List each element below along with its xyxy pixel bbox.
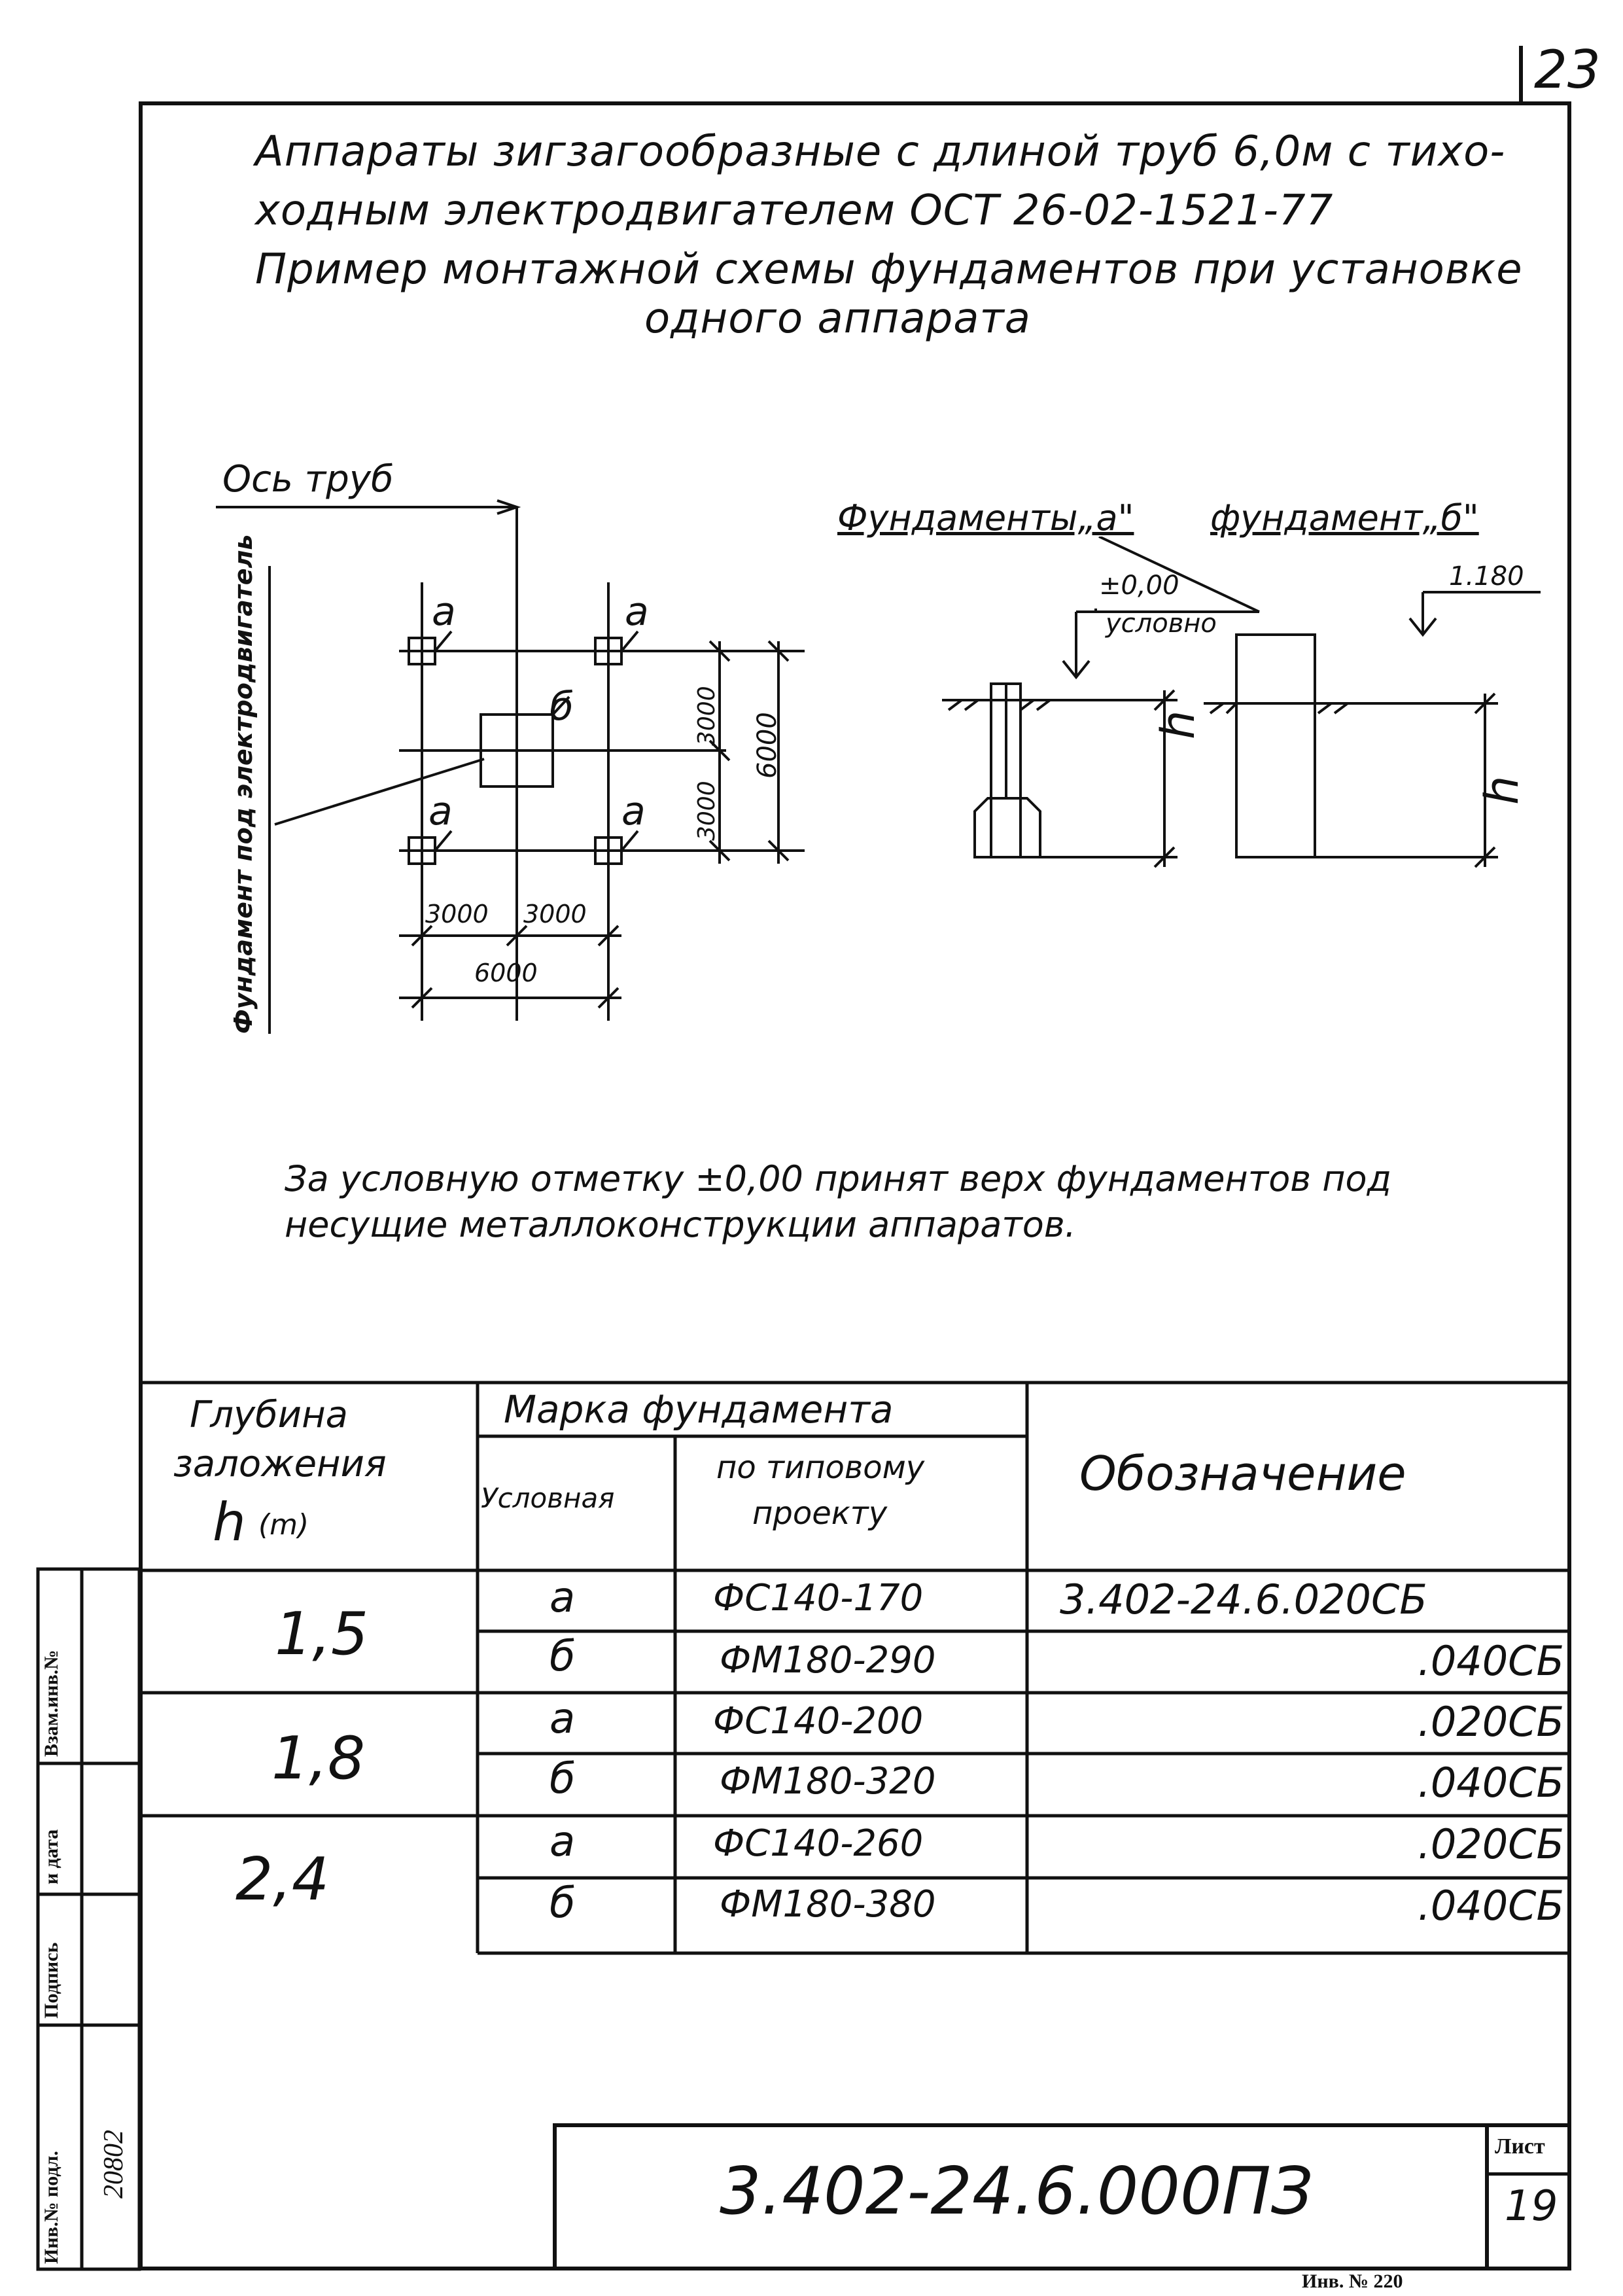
- mark-a-bottom-left: а: [428, 788, 453, 834]
- stamp-sheet-divider: [1485, 2123, 1489, 2270]
- section-a-label: Фундаменты„а": [837, 497, 1134, 539]
- side-inv-replace: Взам.инв.№: [41, 1650, 62, 1757]
- foundation-sections-drawing: [935, 537, 1563, 877]
- side-date: и дата: [41, 1829, 62, 1884]
- header-depth-unit: (m): [258, 1508, 309, 1542]
- stamp-sheet-label: Лист: [1495, 2134, 1545, 2159]
- dim-3000-h-right: 3000: [523, 900, 587, 928]
- depth-value-2: 1,8: [271, 1724, 366, 1793]
- dim-3000-h-left: 3000: [425, 900, 489, 928]
- note-line-2: несущие металлоконструкции аппаратов.: [285, 1204, 1076, 1245]
- header-typical-2: проекту: [752, 1495, 888, 1532]
- pipe-axis-label: Ось труб: [222, 458, 394, 501]
- mark-cell-1a: а: [550, 1574, 576, 1622]
- mark-cell-1b: б: [550, 1633, 576, 1681]
- title-line-4: одного аппарата: [644, 294, 1031, 343]
- side-inv-orig: Инв.№ подл.: [41, 2151, 62, 2264]
- stamp-sheet-number: 19: [1505, 2182, 1558, 2231]
- foundation-plan-drawing: [196, 445, 818, 1047]
- typ-cell-3b: ФМ180-380: [720, 1883, 936, 1926]
- dim-3000-v-top: 3000: [693, 686, 720, 746]
- mark-cell-2b: б: [550, 1755, 576, 1803]
- mark-b-plan: б: [550, 684, 574, 730]
- typ-cell-2b: ФМ180-320: [720, 1760, 936, 1803]
- mark-cell-3a: а: [550, 1818, 576, 1866]
- elevation-b: 1.180: [1449, 561, 1524, 592]
- title-line-2: ходным электродвигателем ОСТ 26-02-1521-77: [255, 186, 1334, 235]
- depth-h-b: h: [1475, 775, 1529, 805]
- desig-cell-2a: .020СБ: [1418, 1698, 1564, 1746]
- mark-a-top-left: а: [432, 589, 456, 635]
- depth-value-3: 2,4: [236, 1845, 330, 1914]
- note-line-1: За условную отметку ±0,00 принят верх фундаментов под: [285, 1158, 1391, 1199]
- header-depth-1: Глубина: [190, 1394, 348, 1436]
- mark-a-bottom-right: а: [621, 788, 646, 834]
- desig-cell-3b: .040СБ: [1418, 1882, 1564, 1930]
- depth-h-a: h: [1151, 710, 1205, 739]
- desig-cell-1b: .040СБ: [1418, 1637, 1564, 1685]
- stamp-doc-code: 3.402-24.6.000ПЗ: [720, 2153, 1313, 2229]
- dim-6000-v: 6000: [752, 712, 782, 779]
- elevation-zero: ±0,00: [1099, 571, 1179, 601]
- section-b-label: фундамент„б": [1210, 497, 1479, 539]
- stamp-sheet-hline: [1485, 2172, 1571, 2176]
- mark-cell-2a: а: [550, 1695, 576, 1743]
- title-line-1: Аппараты зигзагообразные с длиной труб 6,0м с тихо-: [255, 128, 1506, 176]
- typ-cell-1b: ФМ180-290: [720, 1639, 936, 1682]
- side-inv-value: 20802: [99, 2130, 129, 2199]
- typ-cell-3a: ФС140-260: [713, 1822, 924, 1865]
- header-mark: Марка фундамента: [504, 1387, 894, 1432]
- desig-cell-1a: 3.402-24.6.020СБ: [1060, 1576, 1427, 1623]
- header-designation: Обозначение: [1079, 1446, 1406, 1501]
- header-conditional: Условная: [481, 1482, 615, 1514]
- elevation-conditional: условно: [1106, 609, 1217, 639]
- mark-a-top-right: а: [625, 589, 649, 635]
- typ-cell-1a: ФС140-170: [713, 1577, 924, 1619]
- mark-cell-3b: б: [550, 1879, 576, 1928]
- dim-3000-v-bottom: 3000: [693, 781, 720, 841]
- header-typical-1: по типовому: [716, 1449, 925, 1486]
- title-line-3: Пример монтажной схемы фундаментов при установке: [255, 245, 1523, 294]
- dim-6000-h: 6000: [474, 959, 538, 987]
- page-number: 23: [1534, 39, 1601, 100]
- depth-value-1: 1,5: [275, 1600, 369, 1669]
- footer-inventory: Инв. № 220: [1302, 2270, 1403, 2292]
- motor-foundation-label: Фундамент под электродвигатель: [229, 534, 258, 1034]
- header-depth-h: h: [213, 1492, 246, 1553]
- side-sign: Подпись: [41, 1942, 62, 2019]
- desig-cell-2b: .040СБ: [1418, 1759, 1564, 1807]
- header-depth-2: заложения: [173, 1443, 387, 1485]
- desig-cell-3a: .020СБ: [1418, 1820, 1564, 1868]
- page-number-bar: [1519, 46, 1523, 105]
- typ-cell-2a: ФС140-200: [713, 1700, 924, 1742]
